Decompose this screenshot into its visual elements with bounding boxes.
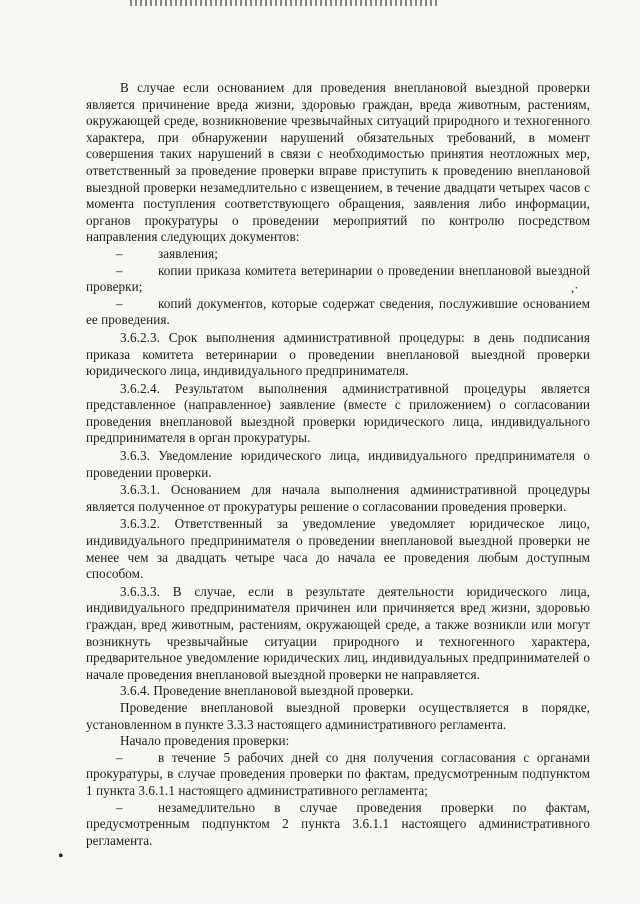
paragraph-3-6-3-1: 3.6.3.1. Основанием для начала выполнения административной процедуры является полученное от прокуратуры решение о согласовании проведения проверки. <box>86 482 590 514</box>
list-item-documents-copies: – копий документов, которые содержат сведения, послужившие основанием ее проведения. <box>86 295 590 328</box>
paragraph-3-6-2-3: 3.6.2.3. Срок выполнения административной процедуры: в день подписания приказа комитета ветеринарии о проведении внеплановой выездной проверки юридического лица, индивидуального предпринимателя. <box>86 329 590 379</box>
paragraph-1: В случае если основанием для проведения внеплановой выездной проверки является причинение вреда жизни, здоровью граждан, вреда животным, растениям, окружающей среде, возникновение чрезвычайных ситуаций природного и техногенного характера, при обнаружении нарушений обязательных требований, в момент совершения таких нарушений в связи с необходимостью принятия неотложных мер, ответственный за проведение проверки вправе приступить к проведению внеплановой выездной проверки незамедлительно с извещением, в течение двадцати четырех часов с момента поступления соответствующего обращения, заявления либо информации, органов прокуратуры о проведении мероприятий по контролю посредством направления следующих документов: <box>86 80 590 245</box>
paragraph-3-6-3-3: 3.6.3.3. В случае, если в результате деятельности юридического лица, индивидуального предпринимателя причинен или причиняется вред жизни, здоровью граждан, вред животным, растениям, окружающей среде, а также возникли или могут возникнуть чрезвычайные ситуации природного и техногенного характера, предварительное уведомление юридических лиц, индивидуальных предпринимателей о начале проведения внеплановой выездной проверки не направляется. <box>86 583 590 682</box>
list-item-five-days: – в течение 5 рабочих дней со дня получения согласования с органами прокуратуры, в случае проведения проверки по фактам, предусмотренным подпунктом 1 пункта 3.6.1.1 настоящего административного регламента; <box>86 749 590 798</box>
scan-dot-mark: • <box>58 848 64 865</box>
list-item-order-copy: – копии приказа комитета ветеринарии о проведении внеплановой выездной проверки; <box>86 262 590 295</box>
paragraph-inspection-order: Проведение внеплановой выездной проверки осуществляется в порядке, установленном в пункте 3.3.3 настоящего административного регламента. <box>86 699 590 732</box>
document-body <box>86 80 590 849</box>
paragraph-3-6-2-4: 3.6.2.4. Результатом выполнения административной процедуры является представленное (направленное) заявление (вместе с приложением) о согласовании проведения внеплановой выездной проверки юридического лица, индивидуального предпринимателя в орган прокуратуры. <box>86 380 590 446</box>
list-item-statement: – заявления; <box>116 245 218 261</box>
scan-speck-mark: ,· <box>571 280 579 295</box>
paragraph-inspection-start: Начало проведения проверки: <box>120 733 290 749</box>
list-item-immediately: – незамедлительно в случае проведения проверки по фактам, предусмотренным подпунктом 2 пункта 3.6.1.1 настоящего административного регламента. <box>86 799 590 848</box>
scan-edge-noise <box>130 0 440 6</box>
paragraph-3-6-3-2: 3.6.3.2. Ответственный за уведомление уведомляет юридическое лицо, индивидуального предпринимателя о проведении внеплановой выездной проверки не менее чем за двадцать четыре часа до начала ее проведения любым доступным способом. <box>86 516 590 582</box>
paragraph-3-6-3: 3.6.3. Уведомление юридического лица, индивидуального предпринимателя о проведении проверки. <box>86 448 590 480</box>
paragraph-3-6-4: 3.6.4. Проведение внеплановой выездной проверки. <box>120 683 414 699</box>
